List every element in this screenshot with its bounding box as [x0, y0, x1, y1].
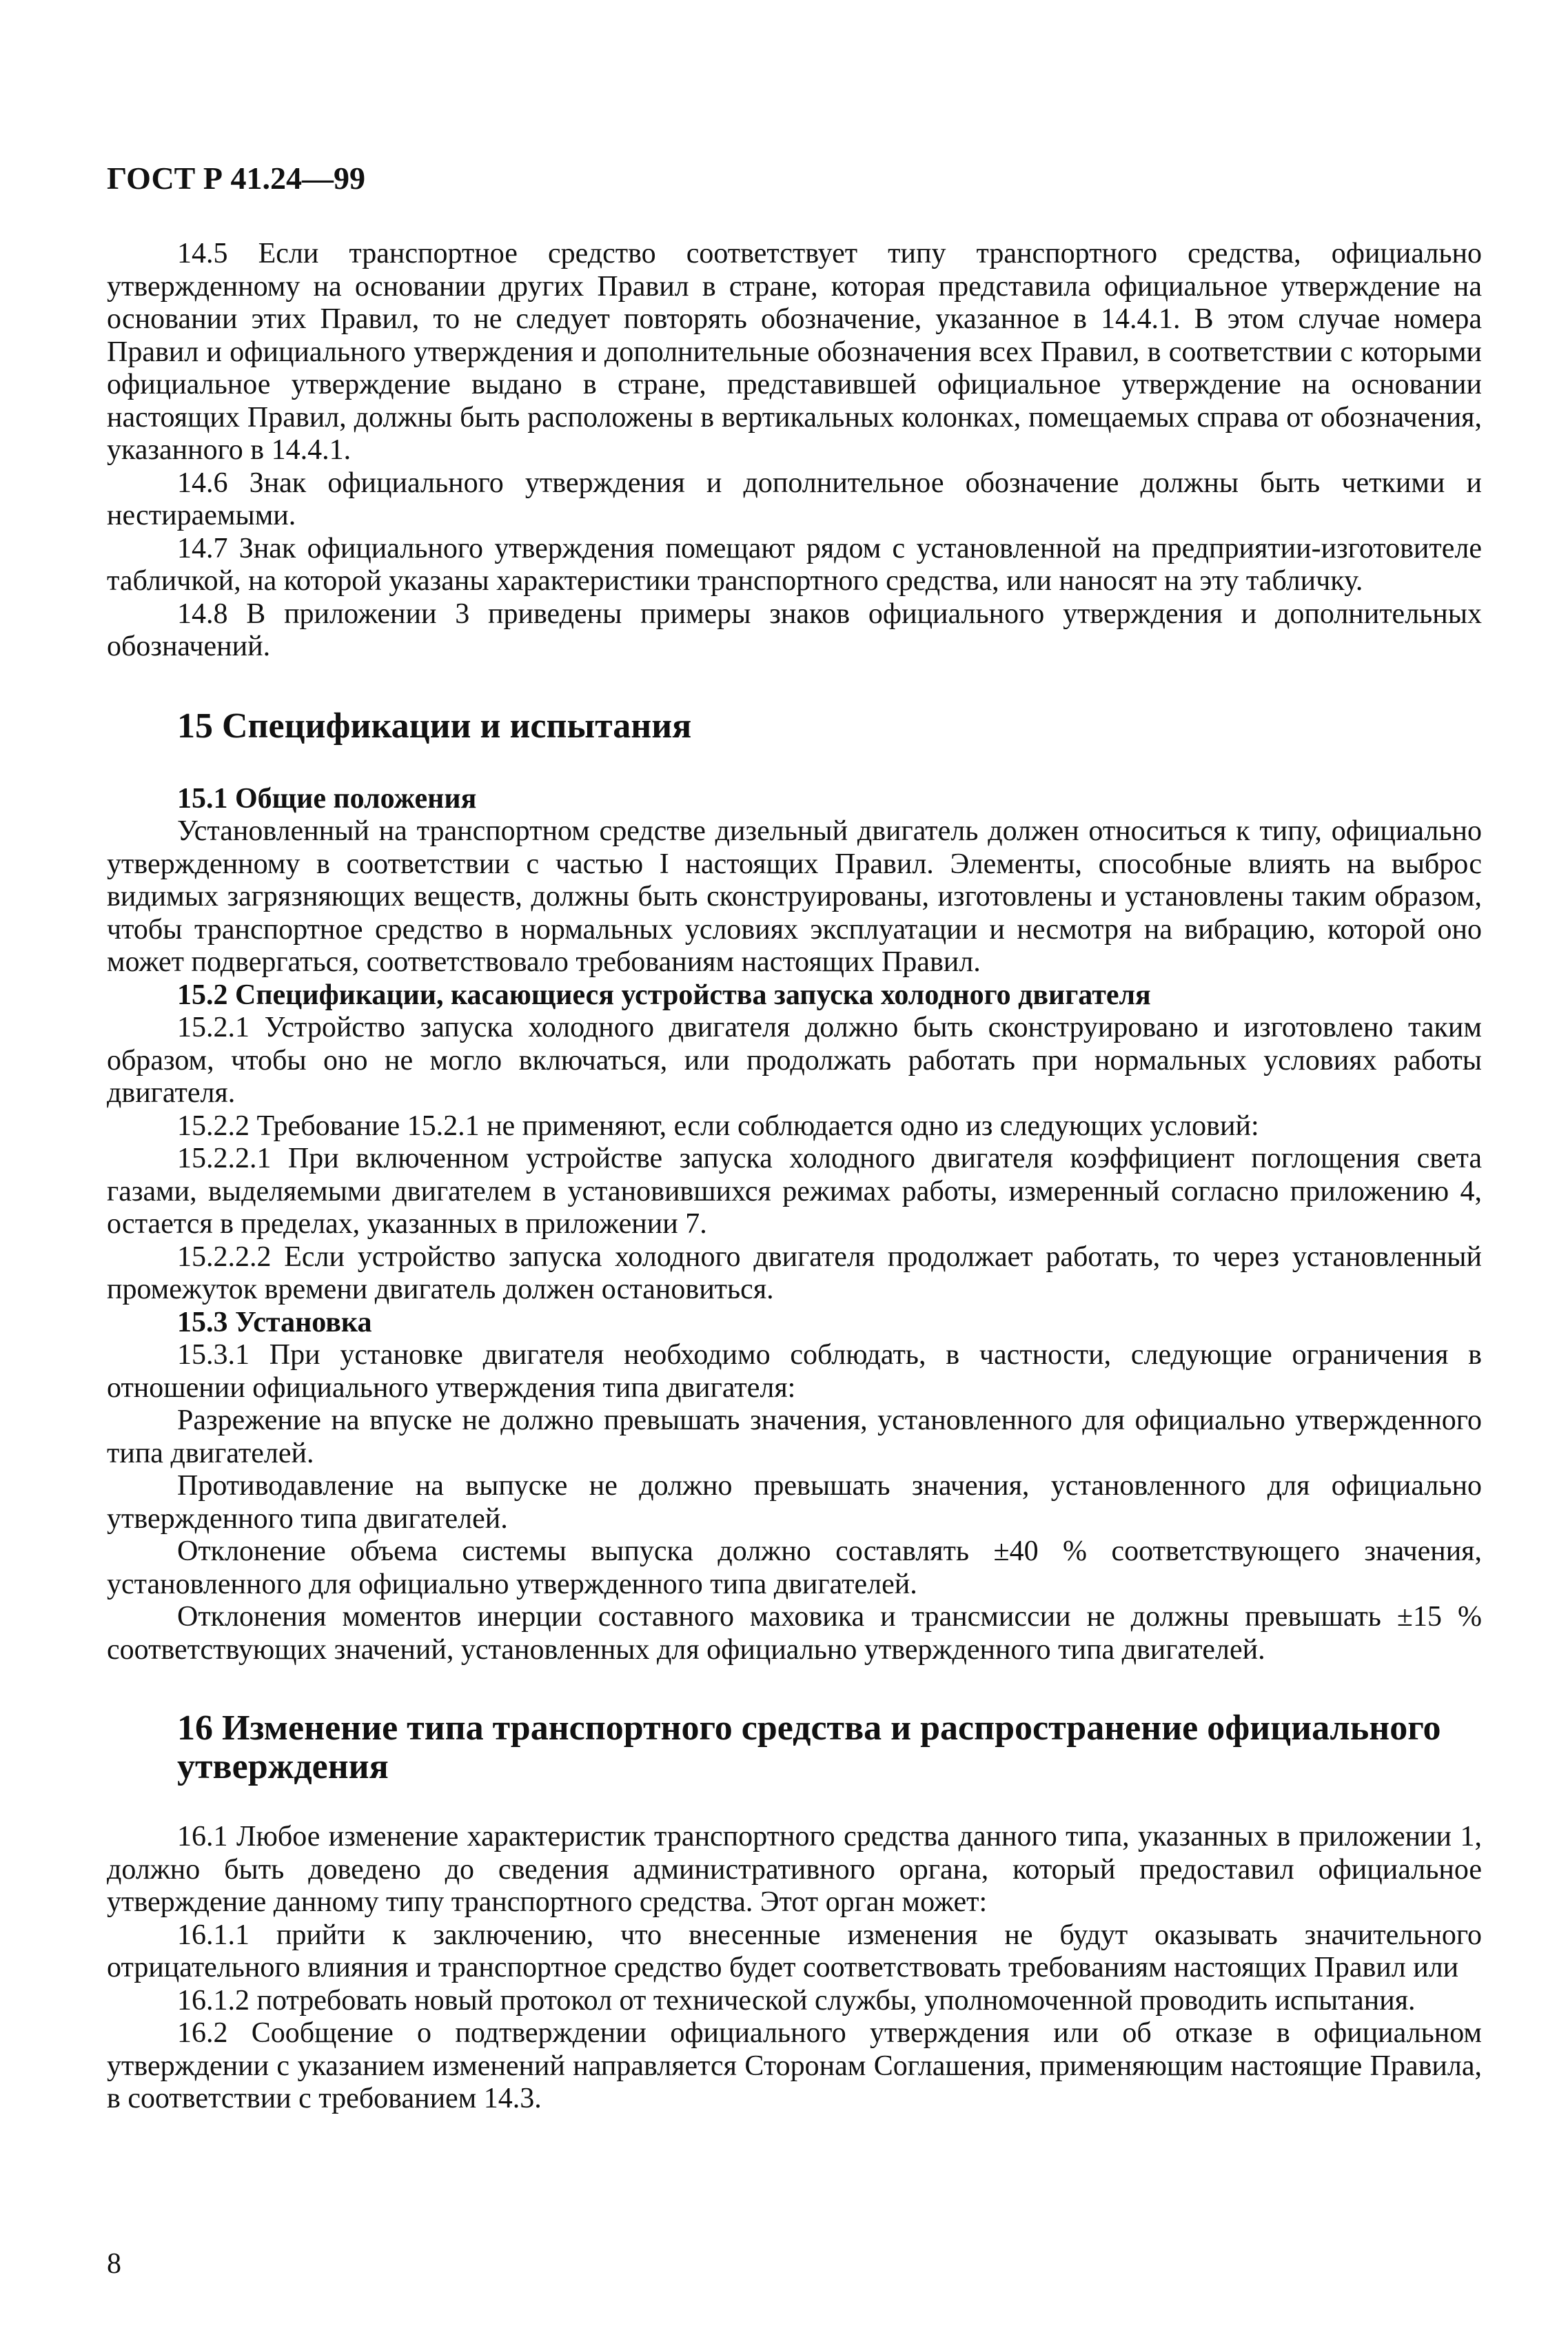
- section-heading-15: 15 Спецификации и испытания: [177, 706, 692, 746]
- paragraph-14-8: 14.8 В приложении 3 приведены примеры знаков официального утверждения и дополнительных обозначений.: [107, 598, 1482, 662]
- page-number: 8: [107, 2248, 121, 2280]
- paragraph-15-2-1: 15.2.1 Устройство запуска холодного двигателя должно быть сконструировано и изготовлено таким образом, чтобы оно не могло включаться, или продолжать работать при нормальных условиях работы двигателя.: [107, 1012, 1482, 1109]
- document-header: ГОСТ Р 41.24—99: [107, 161, 365, 196]
- subsection-heading-15-2: 15.2 Спецификации, касающиеся устройства запуска холодного двигателя: [177, 979, 1151, 1011]
- subsection-heading-15-3: 15.3 Установка: [177, 1306, 372, 1338]
- paragraph-15-3-exhaust: Противодавление на выпуске не должно превышать значения, установленного для официально утвержденного типа двигателей.: [107, 1470, 1482, 1535]
- paragraph-16-1-1: 16.1.1 прийти к заключению, что внесенные изменения не будут оказывать значительного отрицательного влияния и транспортное средство будет соответствовать требованиям настоящих Правил или: [107, 1919, 1482, 1983]
- paragraph-16-1-2: 16.1.2 потребовать новый протокол от технической службы, уполномоченной проводить испытания.: [177, 1984, 1416, 2016]
- paragraph-16-1: 16.1 Любое изменение характеристик транспортного средства данного типа, указанных в приложении 1, должно быть доведено до сведения административного органа, который предоставил официальное утверждение данному типу транспортного средства. Этот орган может:: [107, 1821, 1482, 1918]
- paragraph-15-2-2-1: 15.2.2.1 При включенном устройстве запуска холодного двигателя коэффициент поглощения света газами, выделяемыми двигателем в установившихся режимах работы, измеренный согласно приложению 4, остается в пределах, указанных в приложении 7.: [107, 1143, 1482, 1240]
- subsection-heading-15-1: 15.1 Общие положения: [177, 782, 477, 815]
- paragraph-15-3-1: 15.3.1 При установке двигателя необходимо соблюдать, в частности, следующие ограничения в отношении официального утверждения типа двигателя:: [107, 1339, 1482, 1404]
- paragraph-15-1: Установленный на транспортном средстве дизельный двигатель должен относиться к типу, официально утвержденному в соответствии с частью I настоящих Правил. Элементы, способные влиять на выброс видимых загрязняющих веществ, должны быть сконструированы, изготовлены и установлены таким образом, чтобы транспортное средство в нормальных условиях эксплуатации и несмотря на вибрацию, которой оно может подвергаться, соответствовало требованиям настоящих Правил.: [107, 815, 1482, 978]
- paragraph-15-3-volume: Отклонение объема системы выпуска должно составлять ±40 % соответствующего значения, установленного для официально утвержденного типа двигателей.: [107, 1535, 1482, 1600]
- paragraph-16-2: 16.2 Сообщение о подтверждении официального утверждения или об отказе в официальном утверждении с указанием изменений направляется Сторонам Соглашения, применяющим настоящие Правила, в соответствии с требованием 14.3.: [107, 2017, 1482, 2114]
- paragraph-14-7: 14.7 Знак официального утверждения помещают рядом с установленной на предприятии-изготовителе табличкой, на которой указаны характеристики транспортного средства, или наносят на эту табличку.: [107, 532, 1482, 597]
- paragraph-14-5: 14.5 Если транспортное средство соответствует типу транспортного средства, официально утвержденному на основании других Правил в стране, которая представила официальное утверждение на основании этих Правил, то не следует повторять обозначение, указанное в 14.4.1. В этом случае номера Правил и официального утверждения и дополнительные обозначения всех Правил, в соответствии с которыми официальное утверждение выдано в стране, представившей официальное утверждение на основании настоящих Правил, должны быть расположены в вертикальных колонках, помещаемых справа от обозначения, указанного в 14.4.1.: [107, 238, 1482, 466]
- paragraph-15-2-2: 15.2.2 Требование 15.2.1 не применяют, если соблюдается одно из следующих условий:: [177, 1110, 1259, 1142]
- section-heading-16: 16 Изменение типа транспортного средства и распространение официального утверждения: [177, 1708, 1441, 1786]
- paragraph-15-3-intake: Разрежение на впуске не должно превышать значения, установленного для официально утвержденного типа двигателей.: [107, 1405, 1482, 1469]
- paragraph-15-2-2-2: 15.2.2.2 Если устройство запуска холодного двигателя продолжает работать, то через установленный промежуток времени двигатель должен остановиться.: [107, 1240, 1482, 1305]
- document-body: [107, 238, 1482, 2116]
- paragraph-14-6: 14.6 Знак официального утверждения и дополнительное обозначение должны быть четкими и нестираемыми.: [107, 467, 1482, 531]
- paragraph-15-3-inertia: Отклонения моментов инерции составного маховика и трансмиссии не должны превышать ±15 % соответствующих значений, установленных для официально утвержденного типа двигателей.: [107, 1601, 1482, 1666]
